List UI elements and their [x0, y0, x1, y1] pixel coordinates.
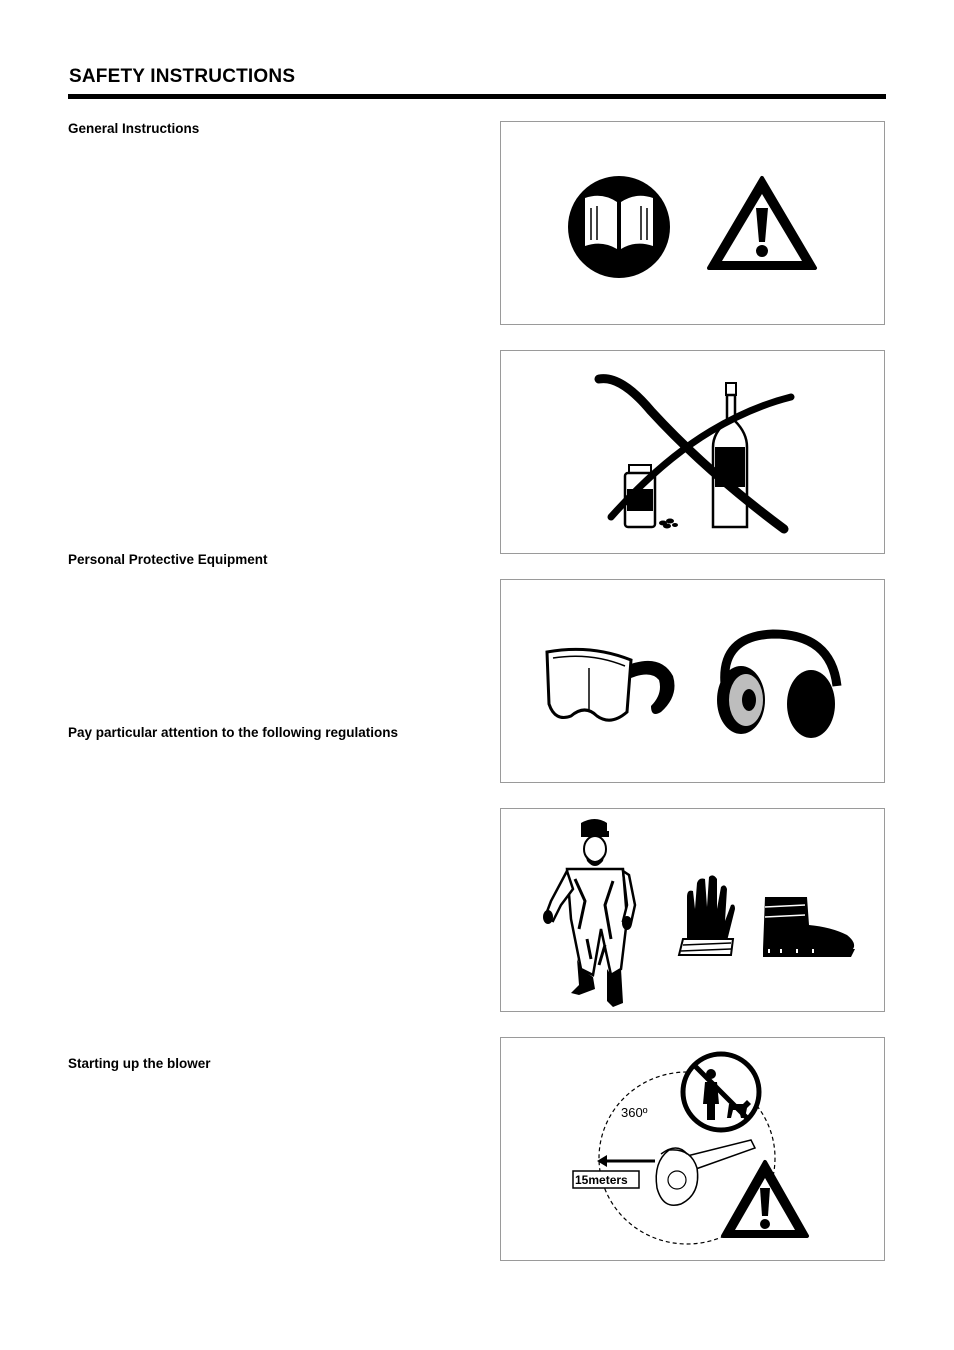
heading-personal-protective-equipment: Personal Protective Equipment: [68, 552, 268, 567]
safety-goggles-icon: [547, 649, 675, 720]
figure-blower-safety-zone: [500, 1037, 885, 1261]
angle-label: 360º: [621, 1105, 648, 1120]
safety-boot-icon: [763, 897, 855, 957]
heading-general-instructions: General Instructions: [68, 121, 200, 136]
distance-label: 15meters: [575, 1173, 628, 1187]
warning-triangle-icon: [723, 1162, 807, 1236]
page-title: SAFETY INSTRUCTIONS: [69, 66, 296, 87]
title-rule: [68, 94, 886, 99]
figure-no-alcohol-drugs: [500, 350, 885, 554]
figure-eye-ear-protection: [500, 579, 885, 783]
heading-regulations: Pay particular attention to the following regulations: [68, 725, 399, 740]
heading-starting-blower: Starting up the blower: [68, 1056, 211, 1071]
distance-arrow-icon: [597, 1155, 655, 1167]
no-alcohol-drugs-icon: [599, 379, 791, 529]
figure-read-manual-warning: [500, 121, 885, 325]
read-manual-icon: [568, 176, 670, 278]
blower-icon: [656, 1140, 755, 1205]
ear-muffs-icon: [717, 634, 837, 738]
no-bystanders-icon: [683, 1054, 759, 1130]
distance-label-box: [573, 1171, 639, 1188]
glove-icon: [679, 875, 735, 955]
protective-suit-icon: [543, 819, 635, 1007]
warning-triangle-icon: [709, 178, 815, 268]
figure-protective-clothing: [500, 808, 885, 1012]
